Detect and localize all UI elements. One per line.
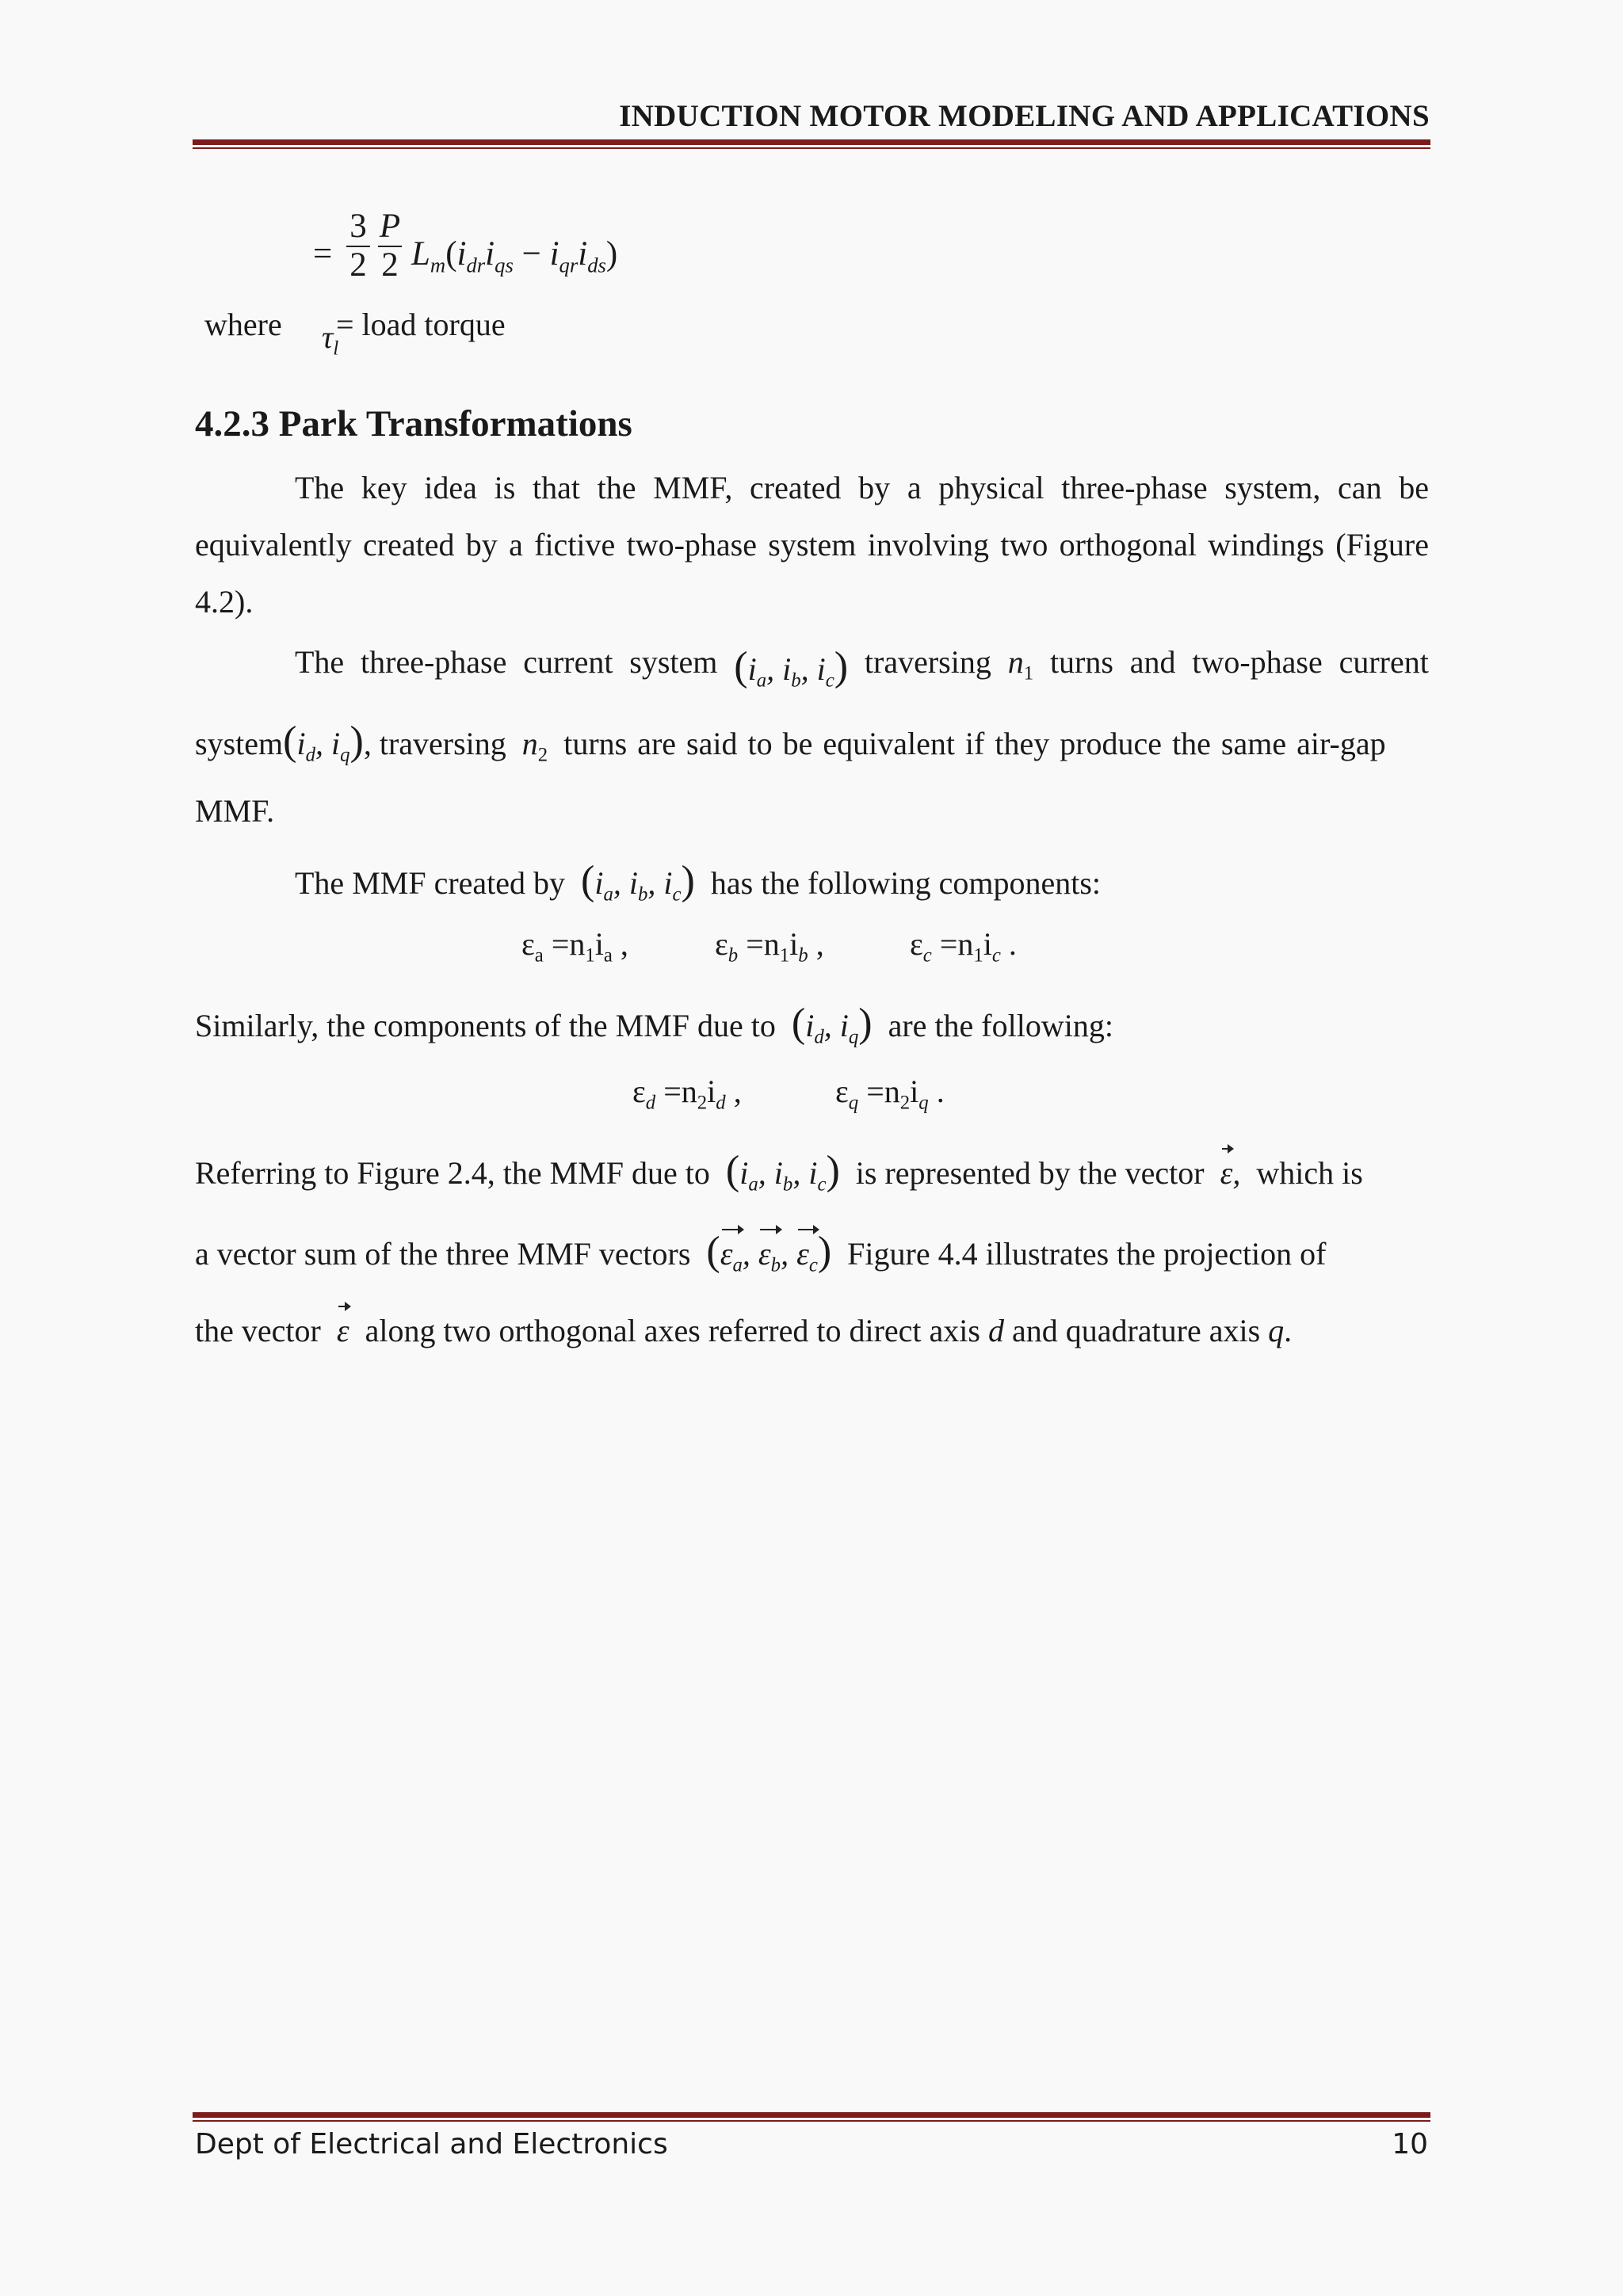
- abc-current-set: ($i_a$, $i_b$, $i_c$): [581, 858, 695, 906]
- where-line: [204, 306, 506, 360]
- fraction-p-halves: $\frac{P}{2}$: [379, 208, 401, 284]
- three-phase-line: The three-phase current system ($i_a$, $i_b$, $i_c$) traversing $n_1$ turns and two-phase current: [295, 644, 1429, 692]
- mmf-vector-set: ($\varepsilon_a$, $\varepsilon_b$, $\varepsilon_c$): [706, 1229, 832, 1276]
- load-torque-symbol: $\tau_l$: [322, 319, 339, 360]
- dq-current-set: ($i_d$, $i_q$): [283, 719, 364, 766]
- created-by-line: The MMF created by ($i_a$, $i_b$, $i_c$) has the following components:: [295, 858, 1102, 906]
- referring-line: Referring to Figure 2.4, the MMF due to ($i_a$, $i_b$, $i_c$) is represented by the vector ε, which is: [195, 1148, 1363, 1196]
- mmf-component-d: $\varepsilon_d =n_2i_d$ ,: [632, 1074, 742, 1114]
- abc-current-set: ($i_a$, $i_b$, $i_c$): [734, 644, 849, 692]
- footer-department: Dept of Electrical and Electronics: [195, 2128, 668, 2161]
- mmf-vector-symbol: ε: [336, 1313, 349, 1348]
- mmf-component-a: $\varepsilon_a =n_1i_a$ ,: [521, 926, 628, 967]
- header-rule: [193, 139, 1430, 149]
- dq-current-set: ($i_d$, $i_q$): [791, 1001, 873, 1048]
- mmf-vector-symbol: ε,: [1220, 1155, 1249, 1191]
- load-torque-description: = load torque: [336, 307, 506, 342]
- section-heading: 4.2.3 Park Transformations: [195, 403, 632, 444]
- n1-symbol: $n_1$: [1007, 644, 1034, 685]
- n2-symbol: $n_2$: [514, 726, 548, 766]
- similarly-line: Similarly, the components of the MMF due to ($i_d$, $i_q$) are the following:: [195, 1001, 1113, 1048]
- paragraph-key-idea: The key idea is that the MMF, created by a physical three-phase system, can be equivalently created by a fictive two-phase system involving two orthogonal windings (Figure 4.2).: [195, 470, 1429, 620]
- mmf-component-c: $\varepsilon_c =n_1i_c$ .: [910, 926, 1017, 967]
- mmf-component-b: $\varepsilon_b =n_1i_b$ ,: [715, 926, 824, 967]
- page-number: 10: [1392, 2128, 1428, 2161]
- system-line: $system(i_d$, $i_q$), traversing $n_2$ turns are said to be equivalent if they produce the same air-gap: [195, 719, 1386, 766]
- mmf-word: MMF.: [195, 793, 275, 829]
- abc-current-set: ($i_a$, $i_b$, $i_c$): [725, 1148, 840, 1196]
- fraction-three-halves: $\frac{3}{2}$: [346, 208, 370, 284]
- equals-sign: =: [313, 235, 333, 273]
- footer-rule: [193, 2112, 1430, 2122]
- torque-equation: [313, 208, 670, 295]
- projection-line: the vector ε along two orthogonal axes referred to direct axis d and quadrature axis q.: [195, 1313, 1293, 1348]
- running-header: INDUCTION MOTOR MODELING AND APPLICATIONS: [619, 99, 1430, 133]
- vector-sum-line: a vector sum of the three MMF vectors ($\varepsilon_a$, $\varepsilon_b$, $\varepsilon_c$) Figure 4.4 illustrates the projection of: [195, 1229, 1327, 1276]
- torque-expression: $L_m(i_{dr}i_{qs} - i_{qr}i_{ds})$: [411, 235, 618, 277]
- where-label: where: [204, 307, 282, 342]
- mmf-component-q: $\varepsilon_q =n_2i_q$ .: [835, 1074, 945, 1114]
